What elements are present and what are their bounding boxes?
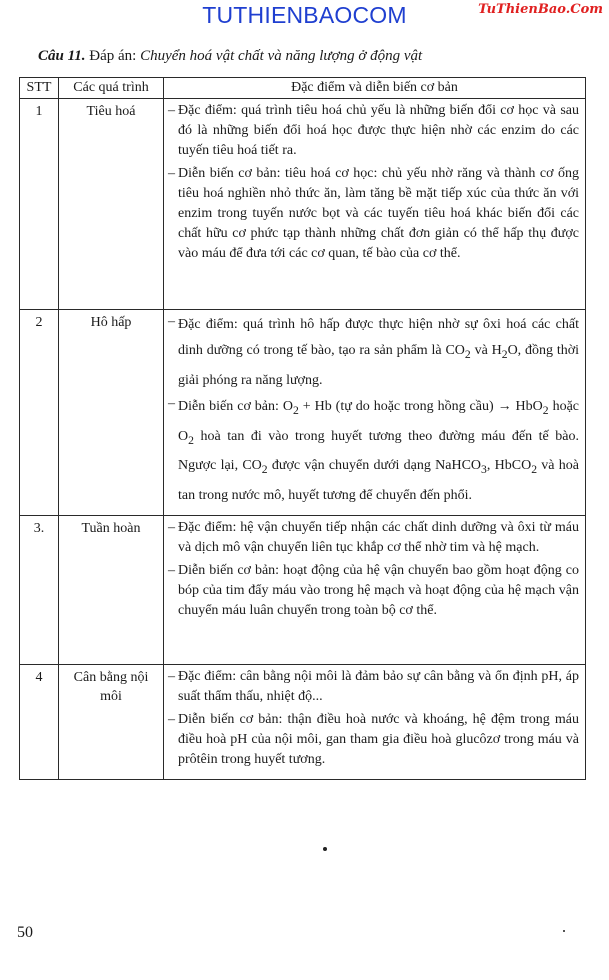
- row-stt: 4: [20, 665, 59, 780]
- question-heading: [38, 48, 422, 65]
- row-process: Hô hấp: [59, 310, 164, 516]
- process-paragraph: – Diễn biến cơ bản: $O_2 + Hb$ (tự do hoặc trong hồng cầu) → HbO$_2$ hoặc $O_2$ hoà tan đi vào trong huyết tương theo đường máu đến tế bào. Ngược lại, $CO_2$ được vận chuyển dưới dạng NaHCO$_3$, HbCO$_2$ và hoà tan trong nước mô, huyết tương để chuyển đến phổi.: [168, 395, 579, 504]
- row-description: [164, 310, 586, 516]
- question-topic: Chuyển hoá vật chất và năng lượng ở động vật: [140, 48, 423, 64]
- header-stt: STT: [20, 78, 59, 99]
- answer-table: [19, 77, 586, 780]
- row-description: [164, 665, 586, 780]
- table-row: [20, 99, 586, 310]
- row-stt: 1: [20, 99, 59, 310]
- table-row: [20, 310, 586, 516]
- characteristic-paragraph: – Đặc điểm: quá trình hô hấp được thực hiện nhờ sự ôxi hoá các chất dinh dưỡng có trong tế bào, tạo ra sản phẩm là $CO_2$ và $H_2O$, đồng thời giải phóng ra năng lượng.: [168, 314, 580, 388]
- table-row: [20, 665, 586, 780]
- corner-mark: [563, 930, 565, 932]
- characteristic-paragraph: – Đặc điểm: quá trình tiêu hoá chủ yếu là những biến đổi cơ học và sau đó là những biến đổi hoá học được thực hiện nhờ các enzim do các tuyến tiêu hoá tiết ra.: [168, 103, 579, 158]
- row-process: Tuần hoàn: [59, 516, 164, 665]
- characteristic-paragraph: – Đặc điểm: hệ vận chuyển tiếp nhận các chất dinh dưỡng và ôxi từ máu và dịch mô vận chuyển liên tục khắp cơ thể nhờ tim và hệ mạch.: [168, 520, 579, 556]
- row-process: Cân bằng nội môi: [59, 665, 164, 780]
- ink-dot: [323, 847, 327, 851]
- site-title: TUTHIENBAOCOM: [202, 2, 407, 28]
- page-number: 50: [17, 924, 33, 941]
- row-description: [164, 99, 586, 310]
- process-paragraph: – Diễn biến cơ bản: tiêu hoá cơ học: chủ yếu nhờ răng và thành cơ ống tiêu hoá nghiền nhỏ thức ăn, làm tăng bề mặt tiếp xúc của thức ăn với enzim trong tuyến nước bọt và các tuyến tiêu hoá khác biến đổi các chất hữu cơ phức tạp thành những chất đơn giản có thể hấp thụ được vào máu để đưa tới các cơ quan, tế bào của cơ thể.: [168, 166, 579, 261]
- table-header-row: [20, 78, 586, 99]
- question-number: Câu 11.: [38, 48, 86, 64]
- row-process: Tiêu hoá: [59, 99, 164, 310]
- header-description: Đặc điểm và diễn biến cơ bản: [164, 78, 586, 99]
- process-paragraph: – Diễn biến cơ bản: thận điều hoà nước và khoáng, hệ đệm trong máu điều hoà pH của nội môi, gan tham gia điều hoà glucôzơ trong máu và prôtêin trong huyết tương.: [168, 712, 579, 768]
- row-description: [164, 516, 586, 665]
- answer-label: Đáp án:: [89, 48, 137, 64]
- header-process: Các quá trình: [59, 78, 164, 99]
- watermark-logo: TuThienBao.Com: [478, 2, 603, 17]
- characteristic-paragraph: – Đặc điểm: cân bằng nội môi là đảm bảo sự cân bằng và ổn định pH, áp suất thẩm thấu, nhiệt độ...: [168, 669, 579, 705]
- process-paragraph: – Diễn biến cơ bản: hoạt động của hệ vận chuyển bao gồm hoạt động co bóp của tim đẩy máu vào trong hệ mạch và hoạt động của hệ mạch vận chuyển máu luân chuyển trong toàn bộ cơ thể.: [168, 563, 579, 619]
- table-row: [20, 516, 586, 665]
- row-stt: 2: [20, 310, 59, 516]
- row-stt: 3.: [20, 516, 59, 665]
